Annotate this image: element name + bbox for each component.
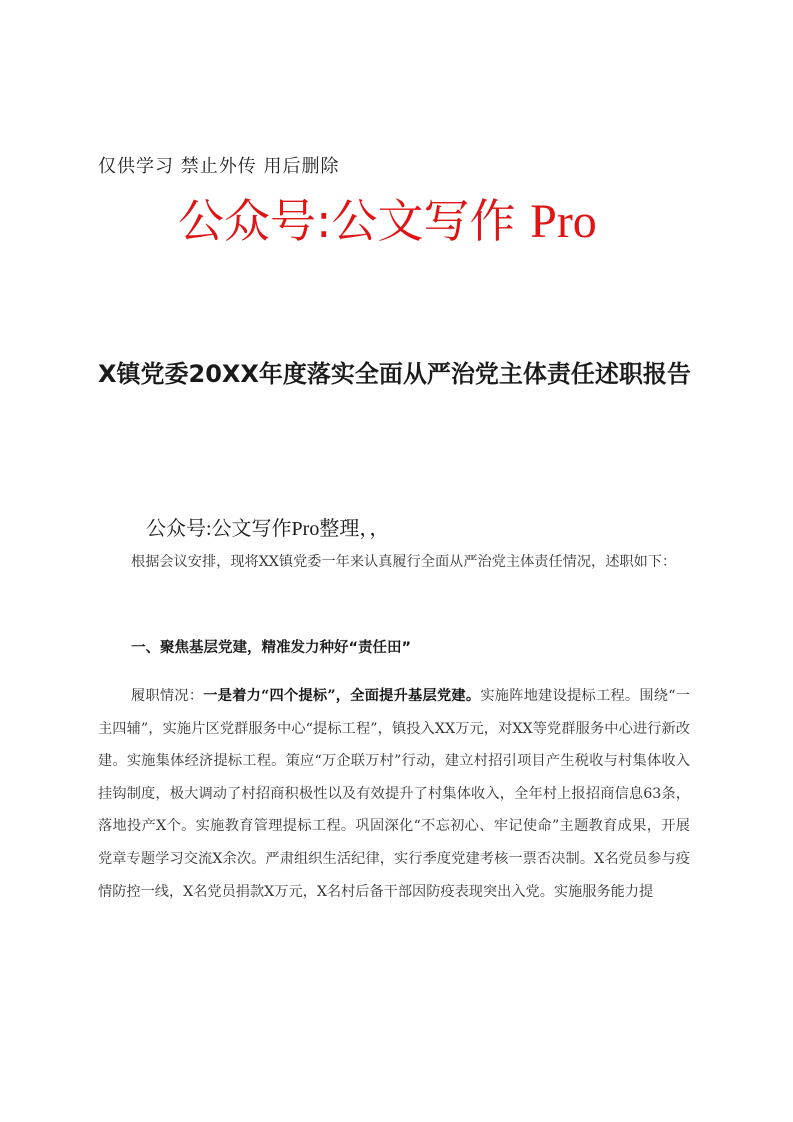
brand-latin: Pro	[530, 195, 597, 248]
document-title: X镇党委20XX年度落实全面从严治党主体责任述职报告	[98, 360, 691, 388]
intro-paragraph: 根据会议安排，现将XX镇党委一年来认真履行全面从严治党主体责任情况，述职如下：	[131, 554, 677, 570]
brand-watermark	[178, 194, 597, 248]
performance-label: 履职情况：	[131, 688, 204, 704]
brand-gap	[516, 194, 531, 248]
performance-paragraph	[98, 680, 690, 908]
performance-emphasis: 一是着力“四个提标”，全面提升基层党建。	[203, 688, 481, 704]
performance-body: 实施阵地建设提标工程。围绕“一主四辅”，实施片区党群服务中心“提标工程”，镇投入XX万元，对XX等党群服务中心进行新改建。实施集体经济提标工程。策应“万企联万村”行动，建立村招引项目产生税收与村集体收入挂钩制度，极大调动了村招商积极性以及有效提升了村集体收入，全年村上报招商信息63条，落地投产X个。实施教育管理提标工程。巩固深化“不忘初心、牢记使命”主题教育成果，开展党章专题学习交流X余次。严肃组织生活纪律，实行季度党建考核一票否决制。X名党员参与疫情防控一线，X名党员捐款X万元，X名村后备干部因防疫表现突出入党。实施服务能力提	[98, 688, 690, 900]
document-subtitle: 公众号:公文写作Pro整理，，	[146, 518, 390, 540]
section-heading: 一、聚焦基层党建，精准发力种好“责任田”	[131, 640, 412, 656]
brand-cjk: 公众号:公文写作	[178, 194, 516, 248]
usage-notice: 仅供学习 禁止外传 用后删除	[98, 156, 340, 177]
